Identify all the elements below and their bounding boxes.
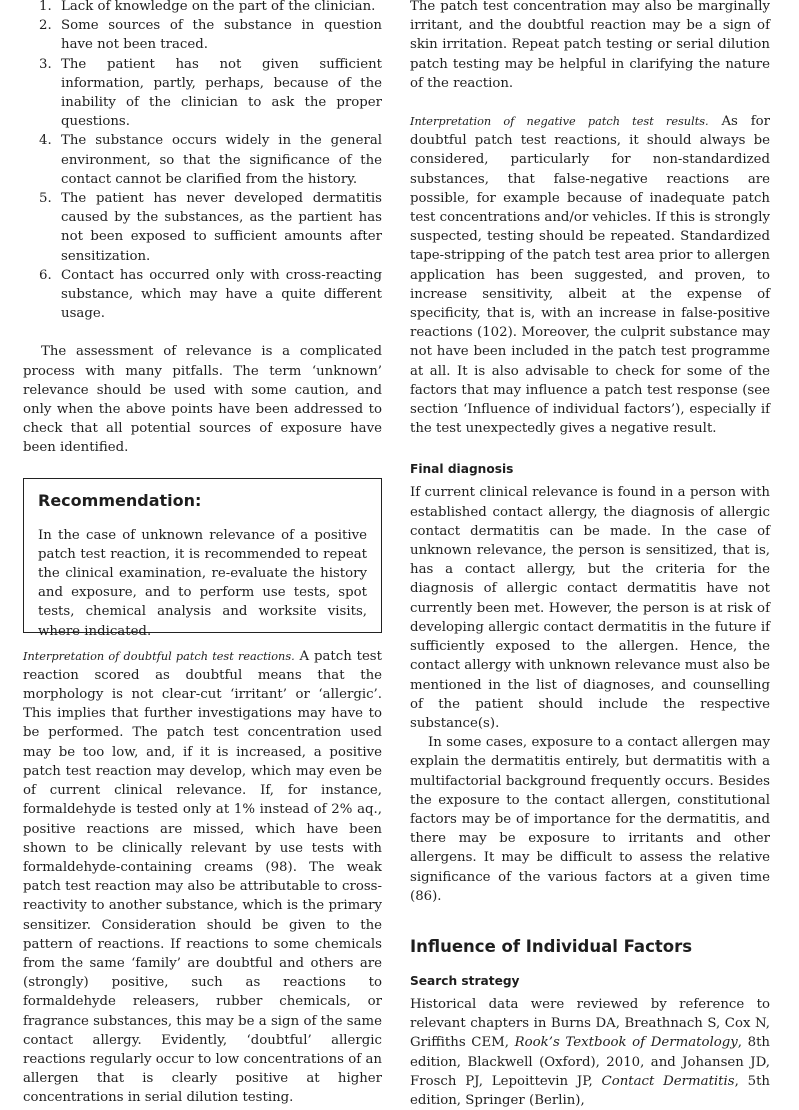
doubtful-runin-heading: Interpretation of doubtful patch test reactions. [23,649,295,663]
list-item: 6. Contact has occurred only with cross-reacting substance, which may have a quite different usage. [39,267,382,322]
list-item: 5. The patient has never developed dermatitis caused by the substances, as the partient has not been exposed to sufficient amounts after sensitization. [39,191,382,264]
book-title: Rook’s Textbook of Dermatology [514,1035,738,1051]
book-title: Contact Dermatitis [601,1073,735,1089]
recommendation-title: Recommendation: [38,490,202,510]
recommendation-text: In the case of unknown relevance of a positive patch test reaction, it is recommended to repeat the clinical examination, re-evaluate the history and exposure, and to perform use tests, spot tests, chemical analysis and worksite visits, where indicated. [38,527,367,639]
reasons-list [23,0,382,323]
search-strategy-paragraph: Historical data were reviewed by reference to relevant chapters in Burns DA, Breathnach S, Cox N, Griffiths CEM, Rook’s Textbook of Dermatology, 8th edition, Blackwell (Oxford), 2010, and Johansen JD, Frosch PJ, Lepoittevin JP, Contact Dermatitis, 5th edition, Springer (Berlin), [410,996,770,1108]
search-strategy-heading: Search strategy [410,973,520,988]
left-column [23,0,382,1108]
list-item: 3. The patient has not given sufficient information, partly, perhaps, because of the inability of the clinician to ask the proper questions. [39,56,382,130]
final-diagnosis-paragraph-2: In some cases, exposure to a contact allergen may explain the dermatitis entirely, but dermatitis with a multifactorial background frequently occurs. Besides the exposure to the contact allergen, constitutional factors may be of importance for the dermatitis, and there may be exposure to irritants and other allergens. It may be difficult to assess the relative significance of the various factors at a given time (86). [410,735,770,904]
continuation-paragraph: The patch test concentration may also be marginally irritant, and the doubtful reaction may be a sign of skin irritation. Repeat patch testing or serial dilution patch testing may be helpful in clarifying the nature of the reaction. [410,0,770,91]
negative-runin-heading: Interpretation of negative patch test results. [410,115,709,129]
relevance-paragraph: The assessment of relevance is a complicated process with many pitfalls. The term ‘unknown’ relevance should be used with some caution, and only when the above points have been addressed to check that all potential sources of exposure have been identified. [23,344,382,456]
list-item: 1. Lack of knowledge on the part of the clinician. [39,0,376,14]
doubtful-reactions-paragraph: Interpretation of doubtful patch test reactions. A patch test reaction scored as doubtful means that the morphology is not clear-cut ‘irritant’ or ‘allergic’. This implies that further investigations may have to be performed. The patch test concentration used may be too low, and, if it is increased, a positive patch test reaction may develop, which may even be of current clinical relevance. If, for instance, formaldehyde is tested only at 1% instead of 2% aq., positive reactions are missed, which have been shown to be clinically relevant by use tests with formaldehyde-containing creams (98). The weak patch test reaction may also be attributable to cross-reactivity to another substance, which is the primary sensitizer. Consideration should be given to the pattern of reactions. If reactions to some chemicals from the same ‘family’ are doubtful and others are (strongly) positive, such as reactions to formaldehyde releasers, rubber chemicals, or fragrance substances, this may be a sign of the same contact allergy. Evidently, ‘doubtful’ allergic reactions regularly occur to low concentrations of an allergen that is clearly positive at higher concentrations in serial dilution testing. [23,648,382,1106]
negative-results-paragraph: Interpretation of negative patch test results. As for doubtful patch test reactions, it should always be considered, particularly for non-standardized substances, that false-negative reactions are possible, for example because of inadequate patch test concentrations and/or vehicles. If this is strongly suspected, testing should be repeated. Standardized tape-stripping of the patch test area prior to allergen application has been suggested, and proven, to increase sensitivity, albeit at the expense of specificity, that is, with an increase in false-positive reactions (102). Moreover, the culprit substance may not have been included in the patch test programme at all. It is also advisable to check for some of the factors that may influence a patch test response (see section ‘Influence of individual factors’), especially if the test unexpectedly gives a negative result. [410,114,770,437]
list-item: 4. The substance occurs widely in the general environment, so that the significance of the contact cannot be clarified from the history. [39,133,382,187]
final-diagnosis-heading: Final diagnosis [410,462,514,477]
list-item: 2. Some sources of the substance in question have not been traced. [39,18,382,53]
section-heading-influence: Influence of Individual Factors [410,936,693,956]
recommendation-box [23,478,382,639]
right-column [410,0,770,1110]
final-diagnosis-paragraph-1: If current clinical relevance is found in a person with established contact allergy, the diagnosis of allergic contact dermatitis can be made. In the case of unknown relevance, the person is sensitized, that is, has a contact allergy, but the criteria for the diagnosis of allergic contact dermatitis have not currently been met. However, the person is at risk of developing allergic contact dermatitis in the future if sufficiently exposed to the allergen. Hence, the contact allergy with unknown relevance must also be mentioned in the list of diagnoses, and counselling of the patient should include the respective substance(s). [410,485,770,731]
